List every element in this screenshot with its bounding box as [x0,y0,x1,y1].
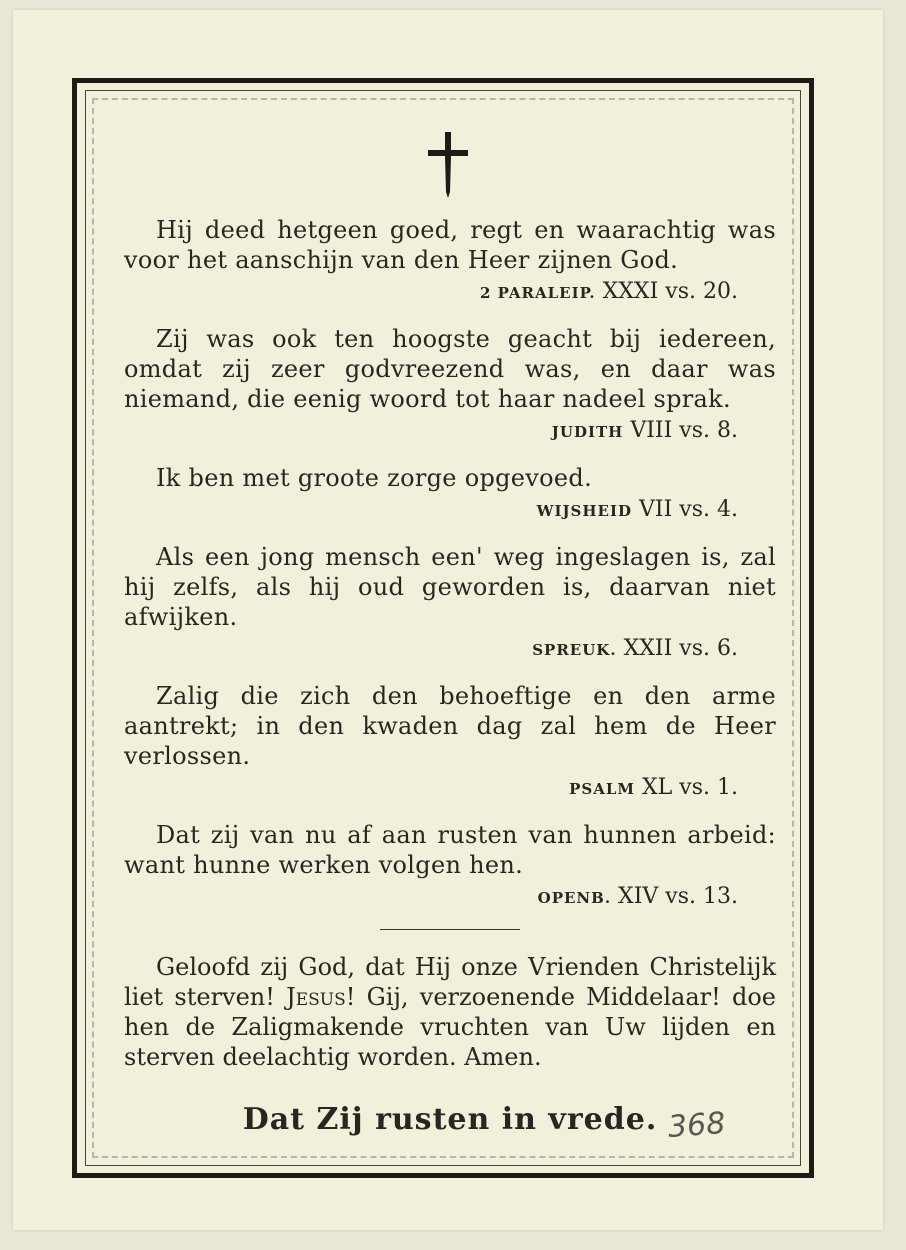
verse-number: vs. 1. [679,775,738,800]
verse-number: vs. 6. [679,636,738,661]
verse-reference [124,416,738,447]
verse-text: Zalig die zich den behoeftige en den arme aantrekt; in den kwaden dag zal hem de Heer verlossen. [124,682,776,770]
verse-number: vs. 8. [679,418,738,443]
verse-block [124,463,776,526]
verse-number: vs. 13. [665,884,738,909]
book-name: SPREUK. [532,641,617,659]
chapter-number: XXII [623,636,673,661]
book-name: 2 PARALEIP. [480,284,596,302]
prayer-name-jesus: Jesus [286,983,346,1011]
verse-block [124,215,776,308]
cross-icon [424,130,472,200]
book-name: WIJSHEID [536,502,633,520]
verse-block [124,681,776,804]
closing-line: Dat Zij rusten in vrede. [242,1102,658,1137]
verse-reference [124,634,738,665]
verse-reference [124,773,738,804]
book-name: PSALM [569,780,636,798]
chapter-number: XIV [618,884,659,909]
divider-line [380,929,520,930]
verse-block [124,820,776,913]
verse-list [124,215,776,1137]
verse-reference [124,882,738,913]
verse-text: Dat zij van nu af aan rusten van hunnen arbeid: want hunne werken volgen hen. [124,821,776,879]
handwritten-number: 368 [666,1106,727,1145]
book-name: OPENB. [537,889,612,907]
verse-text: Zij was ook ten hoogste geacht bij iedereen, omdat zij zeer godvreezend was, en daar was niemand, die eenig woord tot haar nadeel sprak. [124,325,776,413]
book-name: JUDITH [551,423,624,441]
verse-text: Als een jong mensch een' weg ingeslagen is, zal hij zelfs, als hij oud geworden is, daarvan niet afwijken. [124,543,776,631]
verse-number: vs. 4. [679,497,738,522]
chapter-number: VII [639,497,673,522]
chapter-number: XL [642,775,673,800]
prayer-text-start: Geloofd zij God, dat Hij onze Vrienden Christelijk liet sterven! [124,953,776,1011]
chapter-number: XXXI [602,279,659,304]
verse-text: Hij deed hetgeen goed, regt en waarachtig was voor het aanschijn van den Heer zijnen God. [124,216,776,274]
closing-prayer [124,952,776,1072]
verse-reference [124,277,738,308]
verse-block [124,324,776,447]
verse-reference [124,495,738,526]
chapter-number: VIII [630,418,673,443]
prayer-text-end: ! Gij, verzoenende Middelaar! doe hen de Zaligmakende vruchten van Uw lijden en sterven deelachtig worden. Amen. [124,983,776,1071]
verse-block [124,542,776,665]
verse-text: Ik ben met groote zorge opgevoed. [156,464,592,492]
verse-number: vs. 20. [665,279,738,304]
